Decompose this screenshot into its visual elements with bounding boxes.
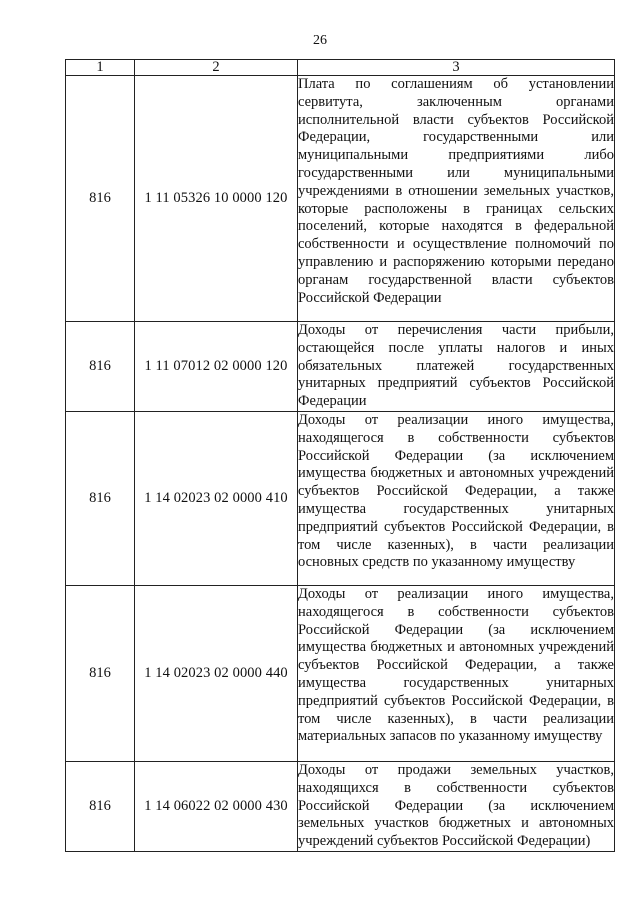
revenue-description-cell: Доходы от реализации иного имущества, находящегося в собственности субъектов Российской Федерации (за исключением имущества бюджетных и автономных учреждений субъектов Российской Федерации, а также имущества государственных унитарных предприятий субъектов Российской Федерации, в том числе казенных), в части реализации основных средств по указанному имуществу — [298, 411, 615, 585]
table-row — [66, 322, 615, 412]
admin-code-cell: 816 — [66, 585, 135, 761]
column-header-1: 1 — [66, 60, 135, 76]
revenue-description-cell: Доходы от перечисления части прибыли, остающейся после уплаты налогов и иных обязательных платежей государственных унитарных предприятий субъектов Российской Федерации — [298, 322, 615, 412]
table-row — [66, 585, 615, 761]
admin-code-cell: 816 — [66, 322, 135, 412]
revenue-code-cell: 1 11 07012 02 0000 120 — [135, 322, 298, 412]
column-header-2: 2 — [135, 60, 298, 76]
revenue-description-cell: Доходы от продажи земельных участков, находящихся в собственности субъектов Российской Федерации (за исключением земельных участков бюджетных и автономных учреждений субъектов Российской Федерации) — [298, 761, 615, 851]
revenue-code-cell: 1 14 06022 02 0000 430 — [135, 761, 298, 851]
column-header-3: 3 — [298, 60, 615, 76]
revenue-code-cell: 1 11 05326 10 0000 120 — [135, 76, 298, 322]
page-number: 26 — [313, 33, 327, 48]
revenue-code-cell: 1 14 02023 02 0000 410 — [135, 411, 298, 585]
revenue-description-cell: Доходы от реализации иного имущества, находящегося в собственности субъектов Российской Федерации (за исключением имущества бюджетных и автономных учреждений субъектов Российской Федерации, а также имущества государственных унитарных предприятий субъектов Российской Федерации, в том числе казенных), в части реализации материальных запасов по указанному имуществу — [298, 585, 615, 761]
revenue-code-cell: 1 14 02023 02 0000 440 — [135, 585, 298, 761]
table-row — [66, 411, 615, 585]
revenue-description-cell: Плата по соглашениям об установлении сервитута, заключенным органами исполнительной власти субъектов Российской Федерации, государственными или муниципальными предприятиями либо государственными или муниципальными учреждениями в отношении земельных участков, которые расположены в границах сельских поселений, которые находятся в федеральной собственности и осуществление полномочий по управлению и распоряжению которыми передано органам государственной власти субъектов Российской Федерации — [298, 76, 615, 322]
admin-code-cell: 816 — [66, 411, 135, 585]
revenue-codes-table — [65, 59, 615, 852]
table-header-row — [66, 60, 615, 76]
table-row — [66, 761, 615, 851]
admin-code-cell: 816 — [66, 76, 135, 322]
table-row — [66, 76, 615, 322]
admin-code-cell: 816 — [66, 761, 135, 851]
